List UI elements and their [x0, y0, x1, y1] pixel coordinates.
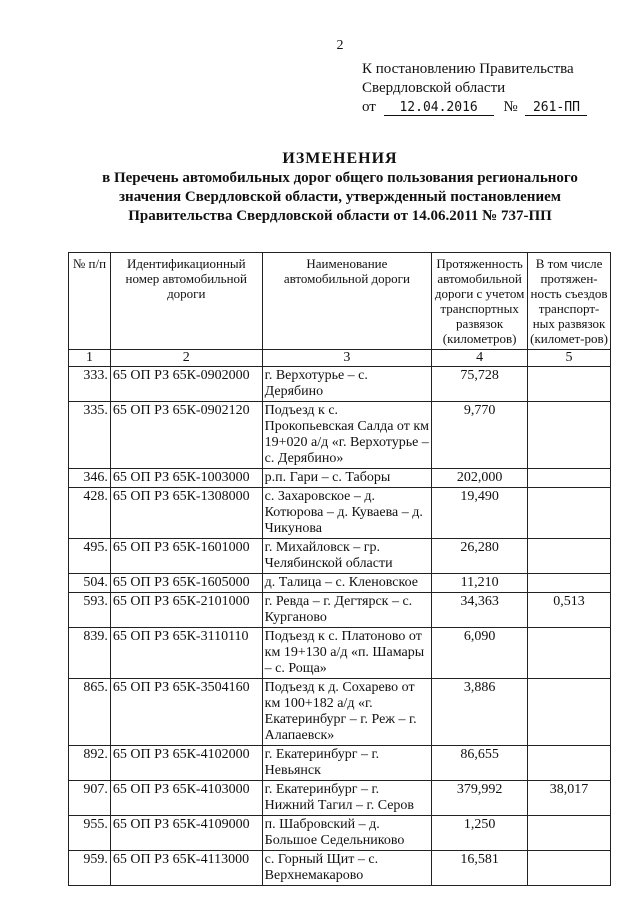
column-index-row	[69, 350, 611, 367]
row-number: 865.	[69, 679, 111, 746]
road-id: 65 ОП РЗ 65К-4113000	[110, 851, 262, 886]
approval-line-1: К постановлению Правительства	[362, 61, 574, 77]
road-name: д. Талица – с. Кленовское	[262, 574, 431, 593]
road-id: 65 ОП РЗ 65К-1601000	[110, 539, 262, 574]
table-row	[69, 816, 611, 851]
ramps-length	[528, 851, 611, 886]
road-name: п. Шабровский – д. Большое Седельниково	[262, 816, 431, 851]
ramps-length	[528, 628, 611, 679]
approval-line-2: Свердловской области	[362, 80, 506, 96]
ramps-length: 38,017	[528, 781, 611, 816]
road-name: Подъезд к д. Сохарево от км 100+182 а/д «г. Екатеринбург – г. Реж – г. Алапаевск»	[262, 679, 431, 746]
road-length: 379,992	[432, 781, 528, 816]
road-name: г. Верхотурье – с. Дерябино	[262, 367, 431, 402]
row-number: 333.	[69, 367, 111, 402]
road-id: 65 ОП РЗ 65К-1308000	[110, 488, 262, 539]
row-number: 839.	[69, 628, 111, 679]
road-id: 65 ОП РЗ 65К-2101000	[110, 593, 262, 628]
road-length: 9,770	[432, 402, 528, 469]
road-length: 3,886	[432, 679, 528, 746]
document-subtitle: в Перечень автомобильных дорог общего пользования регионального значения Свердловской области, утвержденный постановлением Правительства Свердловской области от 14.06.2011 № 737-ПП	[102, 170, 578, 224]
road-id: 65 ОП РЗ 65К-0902120	[110, 402, 262, 469]
road-name: г. Ревда – г. Дегтярск – с. Курганово	[262, 593, 431, 628]
header-name: Наименование автомобильной дороги	[262, 253, 431, 350]
roads-table	[68, 252, 611, 886]
ramps-length	[528, 539, 611, 574]
approval-date: 12.04.2016	[384, 100, 494, 116]
row-number: 907.	[69, 781, 111, 816]
table-row	[69, 574, 611, 593]
road-name: с. Захаровское – д. Котюрова – д. Куваева – д. Чикунова	[262, 488, 431, 539]
table-row	[69, 851, 611, 886]
ramps-length	[528, 402, 611, 469]
road-name: г. Екатеринбург – г. Нижний Тагил – г. Серов	[262, 781, 431, 816]
number-label: №	[503, 99, 518, 115]
road-length: 16,581	[432, 851, 528, 886]
header-ramps: В том числе протяжен-ность съездов транспорт-ных развязок (километ-ров)	[528, 253, 611, 350]
road-length: 26,280	[432, 539, 528, 574]
table-row	[69, 488, 611, 539]
header-length: Протяженность автомобильной дороги с учетом транспортных развязок (километров)	[432, 253, 528, 350]
table-row	[69, 679, 611, 746]
road-name: Подъезд к с. Платоново от км 19+130 а/д «п. Шамары – с. Роща»	[262, 628, 431, 679]
ramps-length	[528, 488, 611, 539]
document-title: ИЗМЕНЕНИЯ	[282, 150, 398, 167]
header-no: № п/п	[69, 253, 111, 350]
road-id: 65 ОП РЗ 65К-3110110	[110, 628, 262, 679]
page-number: 2	[336, 38, 344, 53]
ramps-length	[528, 367, 611, 402]
table-row	[69, 367, 611, 402]
table-row	[69, 628, 611, 679]
column-index: 1	[69, 350, 111, 367]
road-length: 86,655	[432, 746, 528, 781]
row-number: 346.	[69, 469, 111, 488]
row-number: 892.	[69, 746, 111, 781]
road-name: г. Михайловск – гр. Челябинской области	[262, 539, 431, 574]
approval-number: 261-ПП	[525, 100, 587, 116]
row-number: 955.	[69, 816, 111, 851]
road-length: 34,363	[432, 593, 528, 628]
road-name: Подъезд к с. Прокопьевская Салда от км 19+020 а/д «г. Верхотурье – с. Дерябино»	[262, 402, 431, 469]
table-row	[69, 593, 611, 628]
road-id: 65 ОП РЗ 65К-1003000	[110, 469, 262, 488]
road-length: 75,728	[432, 367, 528, 402]
road-id: 65 ОП РЗ 65К-4109000	[110, 816, 262, 851]
ramps-length	[528, 746, 611, 781]
road-id: 65 ОП РЗ 65К-4102000	[110, 746, 262, 781]
column-index: 5	[528, 350, 611, 367]
road-length: 202,000	[432, 469, 528, 488]
road-length: 6,090	[432, 628, 528, 679]
ramps-length	[528, 679, 611, 746]
road-name: р.п. Гари – с. Таборы	[262, 469, 431, 488]
row-number: 428.	[69, 488, 111, 539]
table-row	[69, 746, 611, 781]
table-row	[69, 469, 611, 488]
column-index: 4	[432, 350, 528, 367]
road-length: 19,490	[432, 488, 528, 539]
approval-block	[362, 60, 587, 117]
row-number: 335.	[69, 402, 111, 469]
road-id: 65 ОП РЗ 65К-4103000	[110, 781, 262, 816]
from-label: от	[362, 99, 376, 115]
road-id: 65 ОП РЗ 65К-1605000	[110, 574, 262, 593]
road-length: 11,210	[432, 574, 528, 593]
ramps-length	[528, 574, 611, 593]
ramps-length	[528, 469, 611, 488]
row-number: 495.	[69, 539, 111, 574]
table-header-row	[69, 253, 611, 350]
table-row	[69, 402, 611, 469]
ramps-length: 0,513	[528, 593, 611, 628]
table-row	[69, 539, 611, 574]
road-name: с. Горный Щит – с. Верхнемакарово	[262, 851, 431, 886]
row-number: 504.	[69, 574, 111, 593]
column-index: 2	[110, 350, 262, 367]
column-index: 3	[262, 350, 431, 367]
header-id: Идентификационный номер автомобильной дороги	[110, 253, 262, 350]
approval-date-line	[362, 98, 587, 117]
road-id: 65 ОП РЗ 65К-0902000	[110, 367, 262, 402]
row-number: 593.	[69, 593, 111, 628]
row-number: 959.	[69, 851, 111, 886]
road-id: 65 ОП РЗ 65К-3504160	[110, 679, 262, 746]
ramps-length	[528, 816, 611, 851]
road-name: г. Екатеринбург – г. Невьянск	[262, 746, 431, 781]
road-length: 1,250	[432, 816, 528, 851]
table-row	[69, 781, 611, 816]
